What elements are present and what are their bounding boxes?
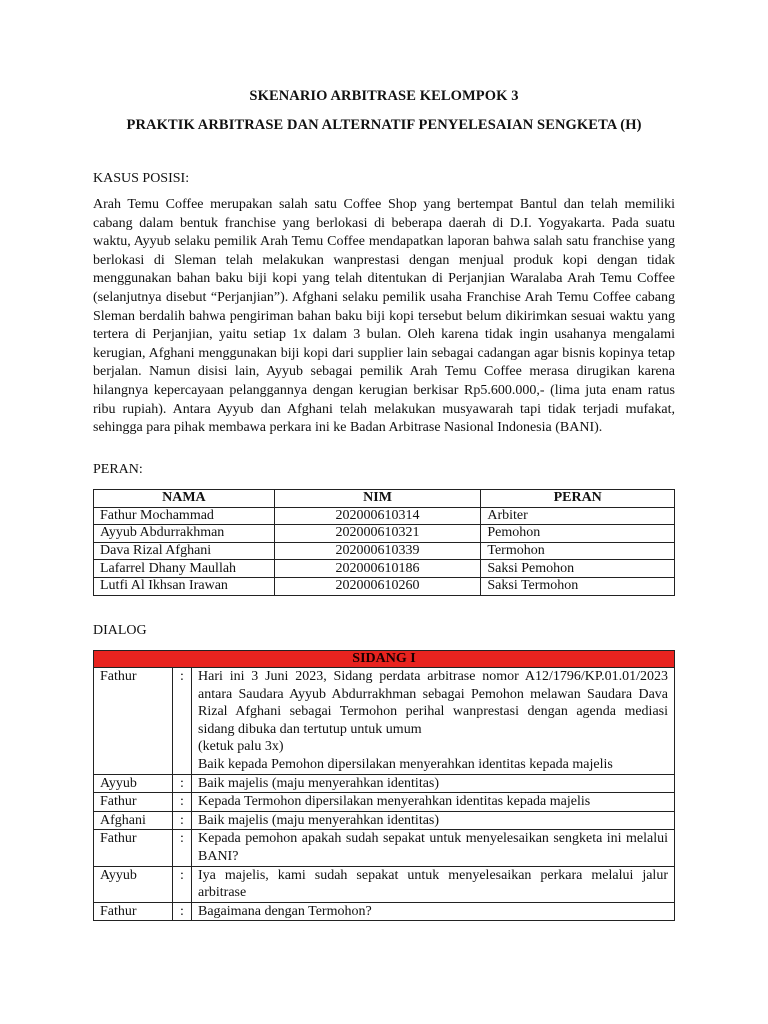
dialog-separator: : (173, 811, 192, 830)
dialog-separator: : (173, 668, 192, 775)
document-subtitle: PRAKTIK ARBITRASE DAN ALTERNATIF PENYELESAIAN SENGKETA (H) (126, 117, 642, 133)
header-nama: NAMA (94, 490, 275, 508)
dialog-separator: : (173, 830, 192, 866)
dialog-text (192, 668, 675, 775)
table-row (94, 507, 675, 525)
dialog-text: Baik majelis (maju menyerahkan identitas) (192, 811, 675, 830)
table-row (94, 560, 675, 578)
cell-peran: Termohon (481, 542, 675, 560)
cell-nim: 202000610314 (274, 507, 481, 525)
dialog-speaker: Fathur (94, 793, 173, 812)
dialog-speaker: Afghani (94, 811, 173, 830)
peran-label: PERAN: (93, 462, 143, 477)
dialog-separator: : (173, 793, 192, 812)
dialog-table (93, 650, 675, 921)
header-peran: PERAN (481, 490, 675, 508)
dialog-row (94, 668, 675, 775)
peran-table-header-row (94, 490, 675, 508)
dialog-row (94, 774, 675, 793)
cell-nama: Lafarrel Dhany Maullah (94, 560, 275, 578)
dialog-row (94, 793, 675, 812)
session-title: SIDANG I (94, 651, 675, 668)
cell-peran: Arbiter (481, 507, 675, 525)
cell-nama: Fathur Mochammad (94, 507, 275, 525)
dialog-text-line: Hari ini 3 Juni 2023, Sidang perdata arbitrase nomor A12/1796/KP.01.01/2023 antara Saudara Ayyub Abdurrakhman sebagai Pemohon melawan Saudara Dava Rizal Afghani sebagai Termohon perihal wanprestasi dengan agenda mediasi sidang dibuka dan tertutup untuk umum (198, 669, 668, 737)
dialog-speaker: Fathur (94, 830, 173, 866)
dialog-speaker: Ayyub (94, 866, 173, 902)
dialog-row (94, 830, 675, 866)
dialog-speaker: Ayyub (94, 774, 173, 793)
dialog-text: Kepada Termohon dipersilakan menyerahkan identitas kepada majelis (192, 793, 675, 812)
cell-nim: 202000610186 (274, 560, 481, 578)
dialog-text: Kepada pemohon apakah sudah sepakat untuk menyelesaikan sengketa ini melalui BANI? (192, 830, 675, 866)
dialog-separator: : (173, 902, 192, 921)
session-header-row (94, 651, 675, 668)
dialog-text: Iya majelis, kami sudah sepakat untuk menyelesaikan perkara melalui jalur arbitrase (192, 866, 675, 902)
dialog-separator: : (173, 866, 192, 902)
dialog-text-line: (ketuk palu 3x) (198, 739, 284, 755)
cell-nama: Dava Rizal Afghani (94, 542, 275, 560)
dialog-text: Baik majelis (maju menyerahkan identitas) (192, 774, 675, 793)
table-row (94, 525, 675, 543)
cell-nama: Ayyub Abdurrakhman (94, 525, 275, 543)
cell-peran: Saksi Termohon (481, 577, 675, 595)
kasus-posisi-label: KASUS POSISI: (93, 171, 190, 186)
dialog-separator: : (173, 774, 192, 793)
cell-peran: Pemohon (481, 525, 675, 543)
cell-nim: 202000610339 (274, 542, 481, 560)
cell-peran: Saksi Pemohon (481, 560, 675, 578)
dialog-speaker: Fathur (94, 902, 173, 921)
kasus-posisi-paragraph: Arah Temu Coffee merupakan salah satu Coffee Shop yang bertempat Bantul dan telah memiliki cabang dalam bentuk franchise yang berlokasi di beberapa daerah di D.I. Yogyakarta. Pada suatu waktu, Ayyub selaku pemilik Arah Temu Coffee mendapatkan laporan bahwa salah satu franchise yang berlokasi di Sleman telah melakukan wanprestasi dengan menjual produk kopi dengan tidak menggunakan bahan baku biji kopi yang telah ditentukan di Perjanjian Waralaba Arah Temu Coffee (selanjutnya disebut “Perjanjian”). Afghani selaku pemilik usaha Franchise Arah Temu Coffee cabang Sleman berdalih bahwa pengiriman bahan baku biji kopi tersebut belum dikirimkan sesuai waktu yang tertera di Perjanjian, yaitu setiap 1x dalam 3 bulan. Oleh karena tidak ingin usahanya mengalami kerugian, Afghani menggunakan biji kopi dari supplier lain sebagai cadangan agar bisnis kopinya tetap berjalan. Namun disisi lain, Ayyub sebagai pemilik Arah Temu Coffee merasa dirugikan karena hilangnya kepercayaan pelanggannya dengan kerugian berkisar Rp5.600.000,- (lima juta enam ratus ribu rupiah). Antara Ayyub dan Afghani telah melakukan musyawarah tapi tidak terjadi mufakat, sehingga para pihak membawa perkara ini ke Badan Arbitrase Nasional Indonesia (BANI). (93, 197, 675, 436)
header-nim: NIM (274, 490, 481, 508)
document-title: SKENARIO ARBITRASE KELOMPOK 3 (249, 88, 519, 104)
dialog-speaker: Fathur (94, 668, 173, 775)
peran-table (93, 489, 675, 596)
table-row (94, 542, 675, 560)
dialog-row (94, 811, 675, 830)
dialog-row (94, 902, 675, 921)
table-row (94, 577, 675, 595)
cell-nama: Lutfi Al Ikhsan Irawan (94, 577, 275, 595)
dialog-row (94, 866, 675, 902)
dialog-label: DIALOG (93, 623, 147, 638)
dialog-text-line: Baik kepada Pemohon dipersilakan menyerahkan identitas kepada majelis (198, 756, 613, 772)
cell-nim: 202000610260 (274, 577, 481, 595)
dialog-text: Bagaimana dengan Termohon? (192, 902, 675, 921)
cell-nim: 202000610321 (274, 525, 481, 543)
